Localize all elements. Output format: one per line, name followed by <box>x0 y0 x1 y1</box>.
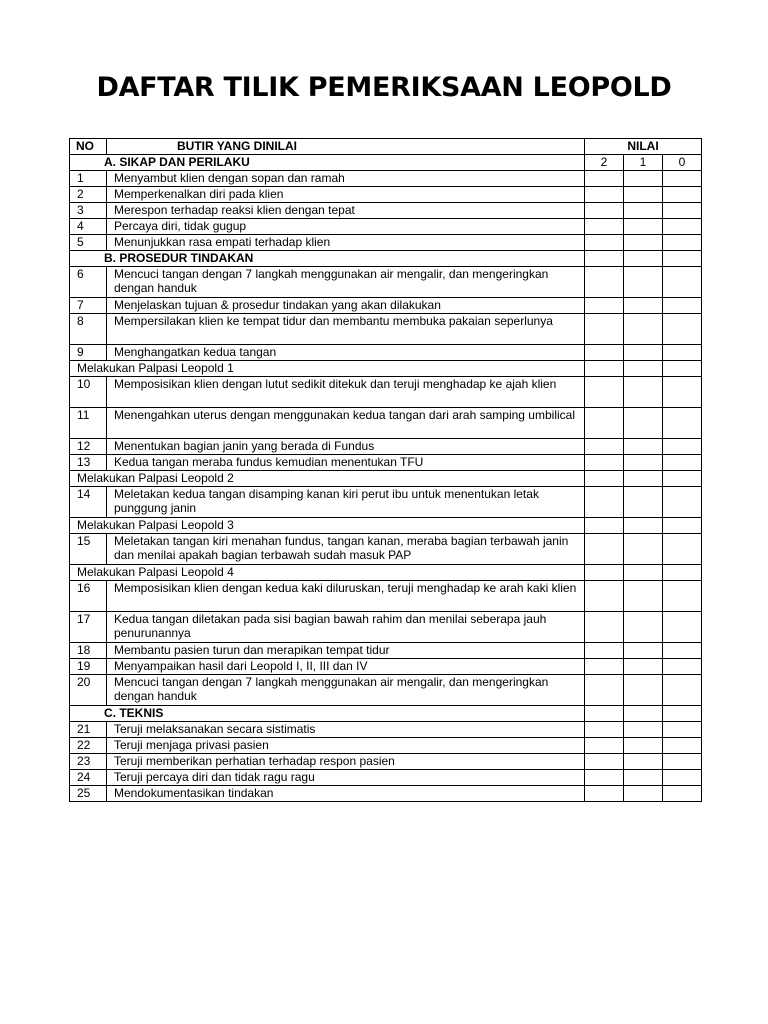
score-cell <box>585 314 624 345</box>
item-text: Memposisikan klien dengan lutut sedikit ditekuk dan teruji menghadap ke ajah klien <box>107 377 585 408</box>
subsection-row <box>70 565 702 581</box>
checklist-table <box>69 138 702 802</box>
score-cell <box>663 471 702 487</box>
table-row <box>70 171 702 187</box>
score-level-2: 0 <box>663 155 702 171</box>
table-row <box>70 659 702 675</box>
table-row <box>70 643 702 659</box>
item-number: 8 <box>70 314 107 345</box>
score-cell <box>585 408 624 439</box>
item-number: 15 <box>70 534 107 565</box>
column-header-item: BUTIR YANG DINILAI <box>107 139 585 155</box>
table-row <box>70 675 702 706</box>
score-cell <box>585 235 624 251</box>
section-row <box>70 706 702 722</box>
score-cell <box>624 786 663 802</box>
score-cell <box>663 643 702 659</box>
item-text: Teruji memberikan perhatian terhadap respon pasien <box>107 754 585 770</box>
item-text: Menjelaskan tujuan & prosedur tindakan yang akan dilakukan <box>107 298 585 314</box>
score-cell <box>585 203 624 219</box>
score-cell <box>663 298 702 314</box>
table-row <box>70 722 702 738</box>
subsection-title: Melakukan Palpasi Leopold 2 <box>70 471 585 487</box>
score-cell <box>624 408 663 439</box>
item-text: Memposisikan klien dengan kedua kaki diluruskan, teruji menghadap ke arah kaki klien <box>107 581 585 612</box>
table-row <box>70 754 702 770</box>
item-number: 24 <box>70 770 107 786</box>
table-row <box>70 219 702 235</box>
score-cell <box>663 439 702 455</box>
table-row <box>70 377 702 408</box>
subsection-row <box>70 518 702 534</box>
score-cell <box>663 786 702 802</box>
item-text: Menentukan bagian janin yang berada di Fundus <box>107 439 585 455</box>
score-cell <box>624 770 663 786</box>
item-number: 18 <box>70 643 107 659</box>
item-text: Menunjukkan rasa empati terhadap klien <box>107 235 585 251</box>
score-cell <box>585 722 624 738</box>
score-cell <box>663 612 702 643</box>
score-cell <box>663 408 702 439</box>
table-row <box>70 738 702 754</box>
score-cell <box>663 754 702 770</box>
column-header-score: NILAI <box>585 139 702 155</box>
score-cell <box>585 298 624 314</box>
score-cell <box>585 581 624 612</box>
score-cell <box>585 455 624 471</box>
item-number: 16 <box>70 581 107 612</box>
subsection-row <box>70 471 702 487</box>
score-cell <box>585 738 624 754</box>
score-cell <box>624 251 663 267</box>
subsection-title: Melakukan Palpasi Leopold 1 <box>70 361 585 377</box>
table-row <box>70 203 702 219</box>
item-text: Mempersilakan klien ke tempat tidur dan membantu membuka pakaian seperlunya <box>107 314 585 345</box>
score-cell <box>624 612 663 643</box>
score-cell <box>624 487 663 518</box>
score-cell <box>624 738 663 754</box>
item-number: 21 <box>70 722 107 738</box>
score-cell <box>663 187 702 203</box>
item-text: Mencuci tangan dengan 7 langkah menggunakan air mengalir, dan mengeringkan dengan handuk <box>107 675 585 706</box>
score-cell <box>663 219 702 235</box>
item-number: 7 <box>70 298 107 314</box>
score-cell <box>585 251 624 267</box>
item-number: 2 <box>70 187 107 203</box>
score-cell <box>585 345 624 361</box>
item-number: 13 <box>70 455 107 471</box>
score-cell <box>624 187 663 203</box>
score-cell <box>585 518 624 534</box>
score-cell <box>624 643 663 659</box>
section-row <box>70 155 702 171</box>
header-row <box>70 139 702 155</box>
score-cell <box>624 754 663 770</box>
subsection-title: Melakukan Palpasi Leopold 3 <box>70 518 585 534</box>
table-row <box>70 408 702 439</box>
item-text: Kedua tangan meraba fundus kemudian menentukan TFU <box>107 455 585 471</box>
score-cell <box>663 251 702 267</box>
score-cell <box>585 643 624 659</box>
item-number: 3 <box>70 203 107 219</box>
table-row <box>70 455 702 471</box>
item-number: 4 <box>70 219 107 235</box>
item-text: Meletakan tangan kiri menahan fundus, tangan kanan, meraba bagian terbawah janin dan menilai apakah bagian terbawah sudah masuk PAP <box>107 534 585 565</box>
score-cell <box>663 235 702 251</box>
item-text: Kedua tangan diletakan pada sisi bagian bawah rahim dan menilai seberapa jauh penurunannya <box>107 612 585 643</box>
section-row <box>70 251 702 267</box>
score-cell <box>585 706 624 722</box>
score-cell <box>585 187 624 203</box>
score-cell <box>663 675 702 706</box>
table-row <box>70 187 702 203</box>
item-number: 22 <box>70 738 107 754</box>
score-cell <box>585 377 624 408</box>
item-number: 6 <box>70 267 107 298</box>
score-cell <box>663 314 702 345</box>
table-row <box>70 770 702 786</box>
score-cell <box>624 345 663 361</box>
score-cell <box>663 361 702 377</box>
item-text: Menyampaikan hasil dari Leopold I, II, III dan IV <box>107 659 585 675</box>
score-cell <box>624 659 663 675</box>
table-row <box>70 439 702 455</box>
item-text: Menyambut klien dengan sopan dan ramah <box>107 171 585 187</box>
table-row <box>70 314 702 345</box>
item-number: 19 <box>70 659 107 675</box>
score-cell <box>663 455 702 471</box>
score-cell <box>585 675 624 706</box>
score-cell <box>663 267 702 298</box>
score-cell <box>585 786 624 802</box>
score-cell <box>663 171 702 187</box>
score-cell <box>624 675 663 706</box>
score-cell <box>624 377 663 408</box>
table-row <box>70 487 702 518</box>
item-text: Menengahkan uterus dengan menggunakan kedua tangan dari arah samping umbilical <box>107 408 585 439</box>
item-text: Merespon terhadap reaksi klien dengan tepat <box>107 203 585 219</box>
score-cell <box>585 754 624 770</box>
score-cell <box>624 534 663 565</box>
score-cell <box>624 361 663 377</box>
item-text: Memperkenalkan diri pada klien <box>107 187 585 203</box>
score-cell <box>663 203 702 219</box>
score-cell <box>585 487 624 518</box>
page-title: DAFTAR TILIK PEMERIKSAAN LEOPOLD <box>96 72 672 103</box>
score-cell <box>585 565 624 581</box>
score-cell <box>663 706 702 722</box>
table-row <box>70 267 702 298</box>
score-cell <box>624 565 663 581</box>
item-text: Mencuci tangan dengan 7 langkah menggunakan air mengalir, dan mengeringkan dengan handuk <box>107 267 585 298</box>
item-number: 5 <box>70 235 107 251</box>
score-cell <box>585 659 624 675</box>
item-text: Teruji menjaga privasi pasien <box>107 738 585 754</box>
score-cell <box>663 770 702 786</box>
table-row <box>70 612 702 643</box>
score-cell <box>585 361 624 377</box>
score-cell <box>663 738 702 754</box>
table-row <box>70 298 702 314</box>
score-cell <box>585 219 624 235</box>
item-number: 10 <box>70 377 107 408</box>
section-title: A. SIKAP DAN PERILAKU <box>70 155 585 171</box>
score-level-0: 2 <box>585 155 624 171</box>
checklist-body <box>70 139 702 802</box>
section-title: C. TEKNIS <box>70 706 585 722</box>
score-cell <box>663 487 702 518</box>
score-cell <box>585 171 624 187</box>
item-number: 11 <box>70 408 107 439</box>
item-number: 12 <box>70 439 107 455</box>
score-cell <box>624 235 663 251</box>
subsection-title: Melakukan Palpasi Leopold 4 <box>70 565 585 581</box>
item-text: Teruji percaya diri dan tidak ragu ragu <box>107 770 585 786</box>
score-cell <box>663 377 702 408</box>
score-cell <box>663 534 702 565</box>
table-row <box>70 581 702 612</box>
score-cell <box>663 581 702 612</box>
score-cell <box>624 439 663 455</box>
score-cell <box>624 471 663 487</box>
score-cell <box>624 267 663 298</box>
score-cell <box>585 267 624 298</box>
item-text: Teruji melaksanakan secara sistimatis <box>107 722 585 738</box>
subsection-row <box>70 361 702 377</box>
score-cell <box>663 659 702 675</box>
column-header-no: NO <box>70 139 107 155</box>
table-row <box>70 534 702 565</box>
item-number: 17 <box>70 612 107 643</box>
item-text: Membantu pasien turun dan merapikan tempat tidur <box>107 643 585 659</box>
score-cell <box>663 722 702 738</box>
item-number: 1 <box>70 171 107 187</box>
score-cell <box>585 534 624 565</box>
score-cell <box>624 581 663 612</box>
score-cell <box>624 455 663 471</box>
table-row <box>70 345 702 361</box>
table-row <box>70 235 702 251</box>
score-cell <box>624 219 663 235</box>
score-cell <box>624 298 663 314</box>
score-cell <box>624 203 663 219</box>
item-text: Percaya diri, tidak gugup <box>107 219 585 235</box>
score-cell <box>585 612 624 643</box>
score-cell <box>585 770 624 786</box>
item-number: 9 <box>70 345 107 361</box>
score-cell <box>663 518 702 534</box>
table-row <box>70 786 702 802</box>
score-cell <box>585 471 624 487</box>
score-level-1: 1 <box>624 155 663 171</box>
item-text: Meletakan kedua tangan disamping kanan kiri perut ibu untuk menentukan letak punggung janin <box>107 487 585 518</box>
score-cell <box>663 565 702 581</box>
item-number: 23 <box>70 754 107 770</box>
item-number: 20 <box>70 675 107 706</box>
item-number: 14 <box>70 487 107 518</box>
section-title: B. PROSEDUR TINDAKAN <box>70 251 585 267</box>
score-cell <box>624 722 663 738</box>
score-cell <box>624 706 663 722</box>
score-cell <box>663 345 702 361</box>
item-text: Mendokumentasikan tindakan <box>107 786 585 802</box>
score-cell <box>624 518 663 534</box>
item-text: Menghangatkan kedua tangan <box>107 345 585 361</box>
score-cell <box>585 439 624 455</box>
score-cell <box>624 314 663 345</box>
score-cell <box>624 171 663 187</box>
item-number: 25 <box>70 786 107 802</box>
